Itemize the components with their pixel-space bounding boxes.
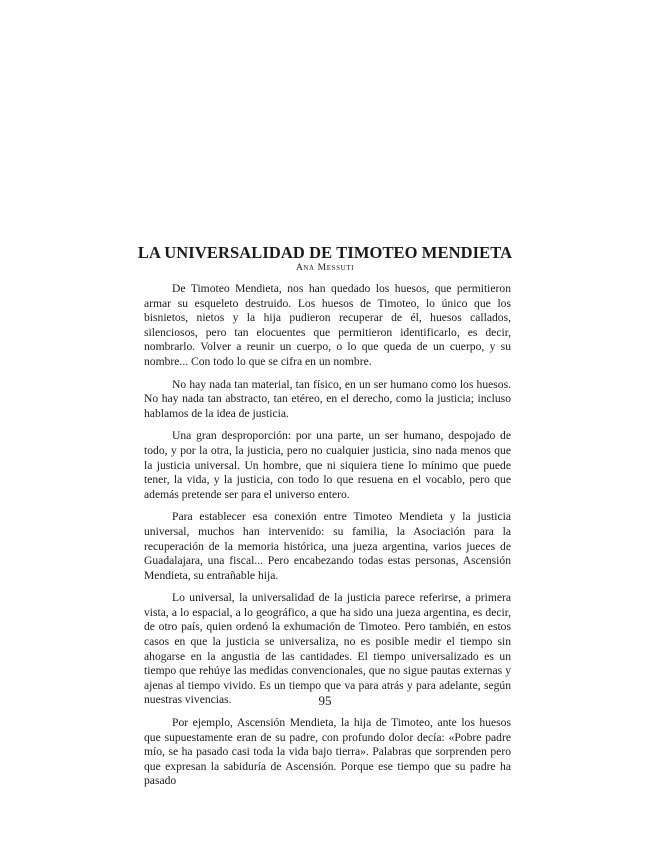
paragraph-6: Por ejemplo, Ascensión Mendieta, la hija de Timoteo, ante los huesos que supuestamente eran de su padre, con profundo dolor decía: «Pobre padre mío, se ha pasado casi toda la vida bajo tierra». Palabras que sorprenden pero que expresan la sabiduría de Ascensión. Porque ese tiempo que su padre ha pasado [144,716,511,788]
article-author: Ana Messuti [295,263,355,273]
paragraph-5: Lo universal, la universalidad de la justicia parece referirse, a primera vista, a lo espacial, a lo geográfico, a que ha sido una jueza argentina, es decir, de otro país, quien ordenó la exhumación de Timoteo. Pero también, en estos casos en que la justicia se universaliza, no es posible medir el tiempo sin ahogarse en la angustia de las cantidades. El tiempo universalizado es un tiempo que rehúye las medidas convencionales, que no sigue pautas externas y ajenas al tiempo vivido. Es un tiempo que va para atrás y para adelante, según nuestras vivencias. [144,591,511,707]
page-number: 95 [318,693,332,708]
paragraph-2: No hay nada tan material, tan físico, en un ser humano como los huesos. No hay nada tan abstracto, tan etéreo, en el derecho, como la justicia; incluso hablamos de la idea de justicia. [144,377,511,420]
article-title: LA UNIVERSALIDAD DE TIMOTEO MENDIETA [137,243,513,262]
article-body [144,282,511,797]
paragraph-4: Para establecer esa conexión entre Timoteo Mendieta y la justicia universal, muchos han intervenido: su familia, la Asociación para la recuperación de la memoria histórica, una jueza argentina, varios jueces de Guadalajara, una fiscal... Pero encabezando todas estas personas, Ascensión Mendieta, su entrañable hija. [144,510,511,582]
paragraph-3: Una gran desproporción: por una parte, un ser humano, despojado de todo, y por la otra, la justicia, pero no cualquier justicia, sino nada menos que la justicia universal. Un hombre, que ni siquiera tiene lo mínimo que puede tener, la vida, y la justicia, con todo lo que resuena en el vocablo, pero que además pretende ser para el universo entero. [144,429,511,501]
paragraph-1: De Timoteo Mendieta, nos han quedado los huesos, que permitieron armar su esqueleto destruido. Los huesos de Timoteo, lo único que los bisnietos, nietos y la hija pudieron recuperar de él, huesos callados, silenciosos, pero tan elocuentes que permitieron identificarlo, es decir, nombrarlo. Volver a reunir un cuerpo, o lo que queda de un cuerpo, y su nombre... Con todo lo que se cifra en un nombre. [144,282,511,368]
